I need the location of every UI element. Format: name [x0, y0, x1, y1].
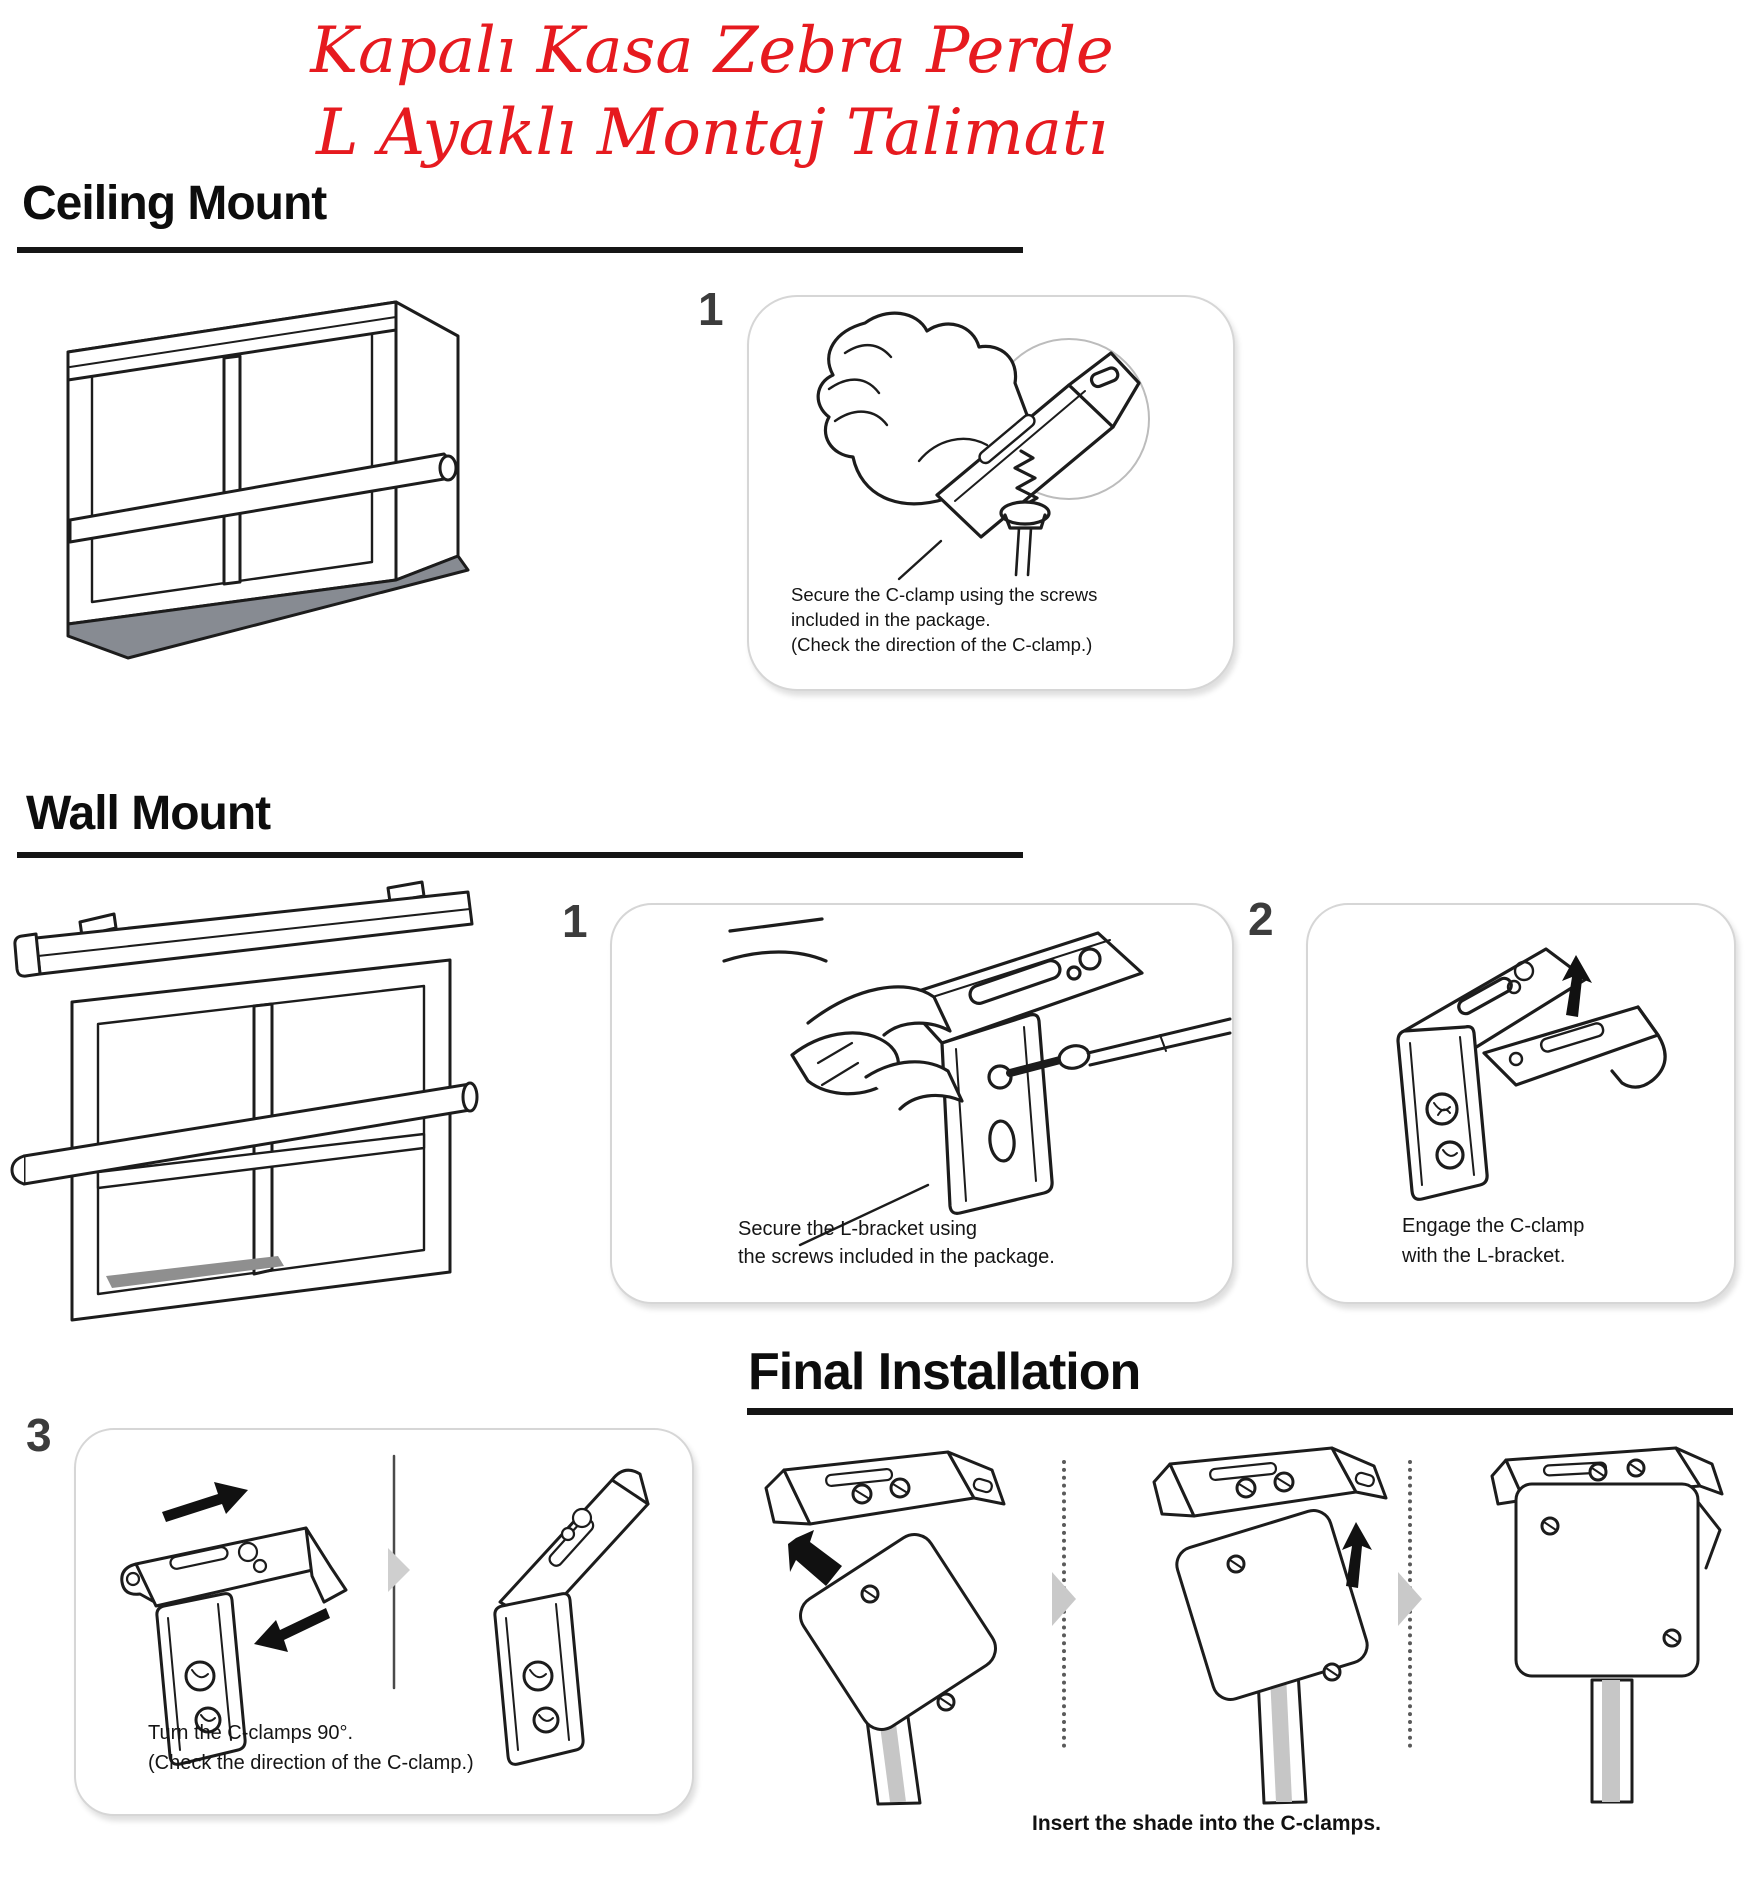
- next-step-chevron-2: [1398, 1572, 1422, 1626]
- wall-window-illustration: [10, 872, 510, 1330]
- wall-mount-heading: Wall Mount: [26, 787, 271, 840]
- final-section-rule: [747, 1408, 1733, 1415]
- page-title-line1: Kapalı Kasa Zebra Perde: [310, 14, 1114, 88]
- insert-shade-stage3-illustration: [1480, 1440, 1740, 1805]
- wall-section-rule: [17, 852, 1023, 858]
- wall-step2-number: 2: [1248, 893, 1274, 945]
- final-installation-heading: Final Installation: [748, 1343, 1141, 1401]
- ceiling-section-rule: [17, 247, 1023, 253]
- final-step3-box: [74, 1428, 694, 1816]
- secure-l-bracket-screwdriver-illustration: [612, 909, 1232, 1209]
- wall-step1-box: [610, 903, 1234, 1304]
- ceiling-step1-box: [747, 295, 1235, 691]
- ceiling-step1-number: 1: [698, 283, 724, 335]
- insert-shade-stage2-illustration: [1140, 1440, 1420, 1805]
- next-step-chevron-1: [1052, 1572, 1076, 1626]
- ceiling-window-illustration: [52, 268, 472, 660]
- ceiling-mount-heading: Ceiling Mount: [22, 177, 327, 230]
- wall-step2-box: [1306, 903, 1736, 1304]
- final-step3-caption: Turn the C-clamps 90°. (Check the direction of the C-clamp.): [148, 1722, 474, 1774]
- final-step3-number: 3: [26, 1409, 52, 1461]
- secure-c-clamp-hand-illustration: [769, 303, 1209, 579]
- page-title: [0, 10, 1424, 174]
- insert-shade-stage1-illustration: [750, 1440, 1050, 1805]
- page-title-line2: L Ayaklı Montaj Talimatı: [315, 96, 1109, 170]
- wall-step2-caption: Engage the C-clamp with the L-bracket.: [1402, 1215, 1585, 1267]
- final-caption: Insert the shade into the C-clamps.: [1032, 1812, 1381, 1835]
- ceiling-step1-caption: Secure the C-clamp using the screws included in the package. (Check the direction of the C-clamp.): [791, 584, 1098, 655]
- wall-step1-number: 1: [562, 895, 588, 947]
- engage-c-clamp-l-bracket-illustration: [1328, 933, 1714, 1205]
- wall-step1-caption: Secure the L-bracket using the screws included in the package.: [738, 1218, 1055, 1268]
